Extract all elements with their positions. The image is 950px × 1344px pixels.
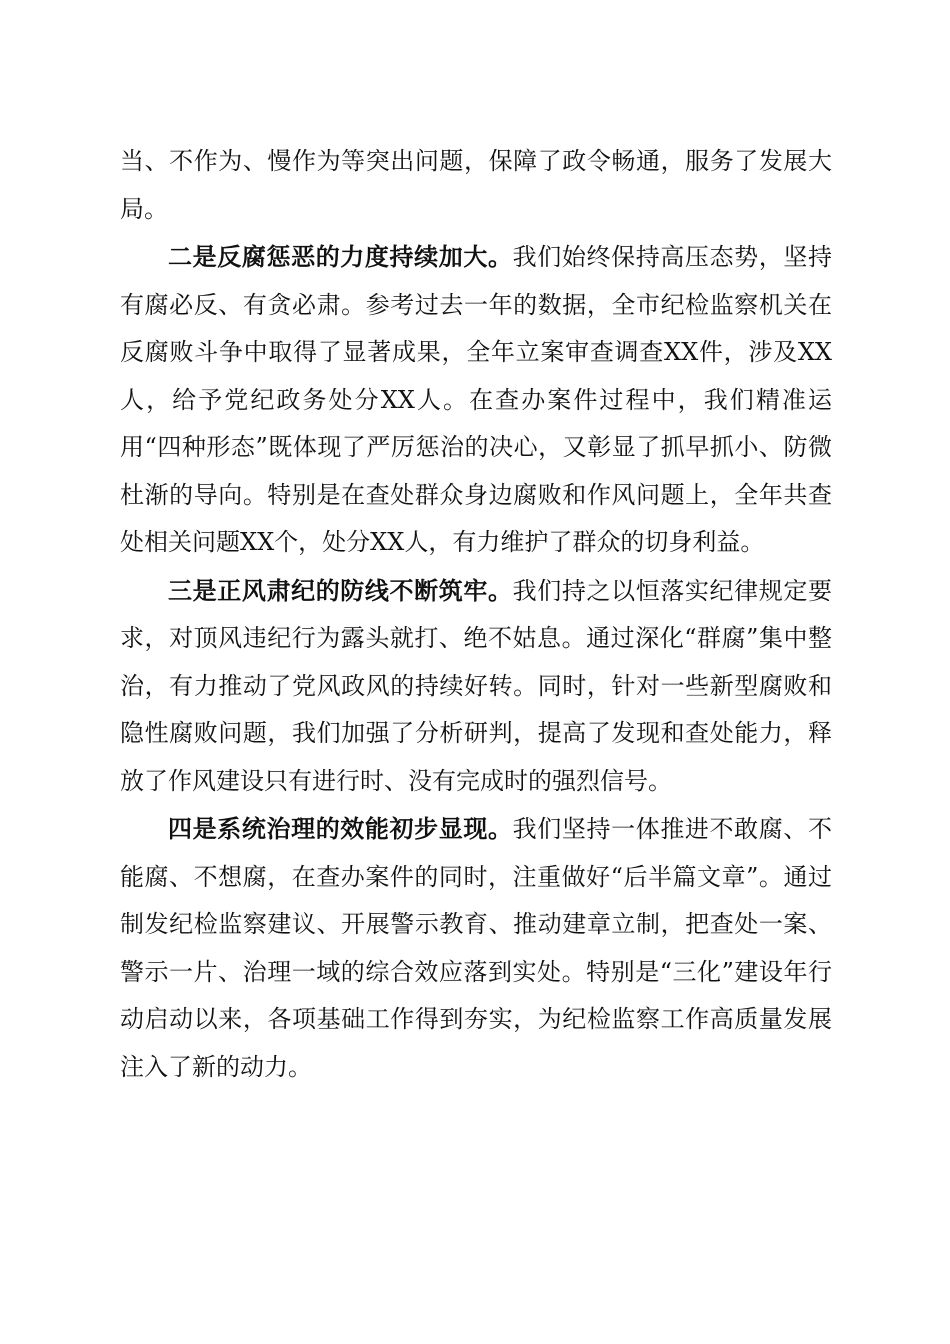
paragraph-heading: 二是反腐惩恶的力度持续加大。 <box>168 242 513 271</box>
paragraph-discipline <box>120 567 832 806</box>
paragraph-text: 我们始终保持高压态势，坚持有腐必反、有贪必肃。参考过去一年的数据，全市纪检监察机关在反腐败斗争中取得了显著成果，全年立案审查调查XX件，涉及XX人，给予党纪政务处分XX人。在查办案件过程中，我们精准运用“四种形态”既体现了严厉惩治的决心，又彰显了抓早抓小、防微杜渐的导向。特别是在查处群众身边腐败和作风问题上，全年共查处相关问题XX个，处分XX人，有力维护了群众的切身利益。 <box>120 243 833 556</box>
paragraph-anti-corruption <box>120 233 832 567</box>
paragraph-heading: 三是正风肃纪的防线不断筑牢。 <box>168 575 513 605</box>
paragraph-heading: 四是系统治理的效能初步显现。 <box>168 814 513 843</box>
paragraph-governance <box>120 805 832 1091</box>
document-body <box>120 138 832 1091</box>
paragraph-text: 我们坚持一体推进不敢腐、不能腐、不想腐，在查办案件的同时，注重做好“后半篇文章”。通过制发纪检监察建议、开展警示教育、推动建章立制，把查处一案、警示一片、治理一域的综合效应落到实处。特别是“三化”建设年行动启动以来，各项基础工作得到夯实，为纪检监察工作高质量发展注入了新的动力。 <box>120 815 833 1081</box>
paragraph-text: 我们持之以恒落实纪律规定要求，对顶风违纪行为露头就打、绝不姑息。通过深化“群腐”集中整治，有力推动了党风政风的持续好转。同时，针对一些新型腐败和隐性腐败问题，我们加强了分析研判，提高了发现和查处能力，释放了作风建设只有进行时、没有完成时的强烈信号。 <box>120 576 833 795</box>
continuation-paragraph: 当、不作为、慢作为等突出问题，保障了政令畅通，服务了发展大局。 <box>120 147 832 223</box>
